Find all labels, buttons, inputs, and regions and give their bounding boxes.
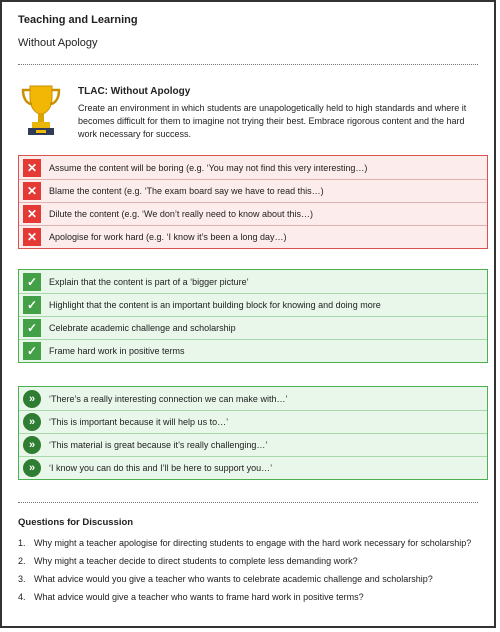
list-item-text: Dilute the content (e.g. ‘We don’t really need to know about this…) bbox=[49, 209, 313, 219]
tlac-title: TLAC: Without Apology bbox=[78, 86, 191, 97]
page-title: Teaching and Learning bbox=[18, 14, 138, 26]
question-item bbox=[18, 570, 488, 588]
double-chevron-icon: » bbox=[23, 390, 41, 408]
x-icon: ✕ bbox=[23, 182, 41, 200]
question-item bbox=[18, 552, 488, 570]
question-number: 3. bbox=[18, 574, 26, 584]
list-item bbox=[19, 293, 487, 316]
list-item-text: ‘This is important because it will help us to…’ bbox=[49, 417, 229, 427]
check-icon: ✓ bbox=[23, 319, 41, 337]
list-item bbox=[19, 270, 487, 293]
avoid-list bbox=[18, 155, 488, 249]
do-list bbox=[18, 269, 488, 363]
list-item bbox=[19, 387, 487, 410]
check-icon: ✓ bbox=[23, 296, 41, 314]
x-icon: ✕ bbox=[23, 159, 41, 177]
list-item-text: ‘There’s a really interesting connection we can make with…’ bbox=[49, 393, 288, 404]
question-text: What advice would give a teacher who wants to frame hard work in positive terms? bbox=[34, 592, 364, 602]
list-item-text: Celebrate academic challenge and scholarship bbox=[49, 323, 236, 333]
page-subtitle: Without Apology bbox=[18, 37, 98, 49]
list-item bbox=[19, 202, 487, 225]
list-item-text: ‘This material is great because it’s really challenging…’ bbox=[49, 440, 268, 450]
question-text: Why might a teacher apologise for directing students to engage with the hard work necessary for scholarship? bbox=[34, 538, 472, 548]
list-item bbox=[19, 316, 487, 339]
list-item-text: Explain that the content is part of a ‘bigger picture’ bbox=[49, 276, 249, 287]
x-icon: ✕ bbox=[23, 205, 41, 223]
list-item bbox=[19, 456, 487, 479]
list-item-text: Blame the content (e.g. ‘The exam board say we have to read this…) bbox=[49, 186, 324, 196]
list-item-text: ‘I know you can do this and I’ll be here to support you…’ bbox=[49, 463, 273, 473]
list-item bbox=[19, 433, 487, 456]
phrases-list bbox=[18, 386, 488, 480]
question-item bbox=[18, 588, 488, 606]
list-item bbox=[19, 339, 487, 362]
question-text: Why might a teacher decide to direct students to complete less demanding work? bbox=[34, 556, 358, 566]
list-item bbox=[19, 225, 487, 248]
list-item-text: Assume the content will be boring (e.g. ‘You may not find this very interesting…) bbox=[49, 162, 368, 173]
list-item bbox=[19, 156, 487, 179]
check-icon: ✓ bbox=[23, 273, 41, 291]
double-chevron-icon: » bbox=[23, 459, 41, 477]
list-item-text: Apologise for work hard (e.g. ‘I know it’s been a long day…) bbox=[49, 232, 287, 242]
divider bbox=[18, 64, 478, 65]
questions-list bbox=[18, 534, 488, 606]
tlac-description: Create an environment in which students are unapologetically held to high standards and where it becomes difficult for them to imagine not trying their best. Embrace rigorous content and the hard work necessary for success. bbox=[78, 103, 467, 139]
x-icon: ✕ bbox=[23, 228, 41, 246]
question-number: 4. bbox=[18, 592, 26, 602]
question-number: 1. bbox=[18, 538, 26, 548]
double-chevron-icon: » bbox=[23, 413, 41, 431]
divider bbox=[18, 502, 478, 503]
double-chevron-icon: » bbox=[23, 436, 41, 454]
question-text: What advice would you give a teacher who wants to celebrate academic challenge and scholarship? bbox=[34, 574, 433, 584]
questions-title: Questions for Discussion bbox=[18, 517, 134, 528]
question-number: 2. bbox=[18, 556, 26, 566]
trophy-icon bbox=[20, 84, 62, 136]
list-item-text: Frame hard work in positive terms bbox=[49, 346, 185, 356]
list-item bbox=[19, 410, 487, 433]
question-item bbox=[18, 534, 488, 552]
list-item-text: Highlight that the content is an important building block for knowing and doing more bbox=[49, 300, 381, 310]
check-icon: ✓ bbox=[23, 342, 41, 360]
list-item bbox=[19, 179, 487, 202]
